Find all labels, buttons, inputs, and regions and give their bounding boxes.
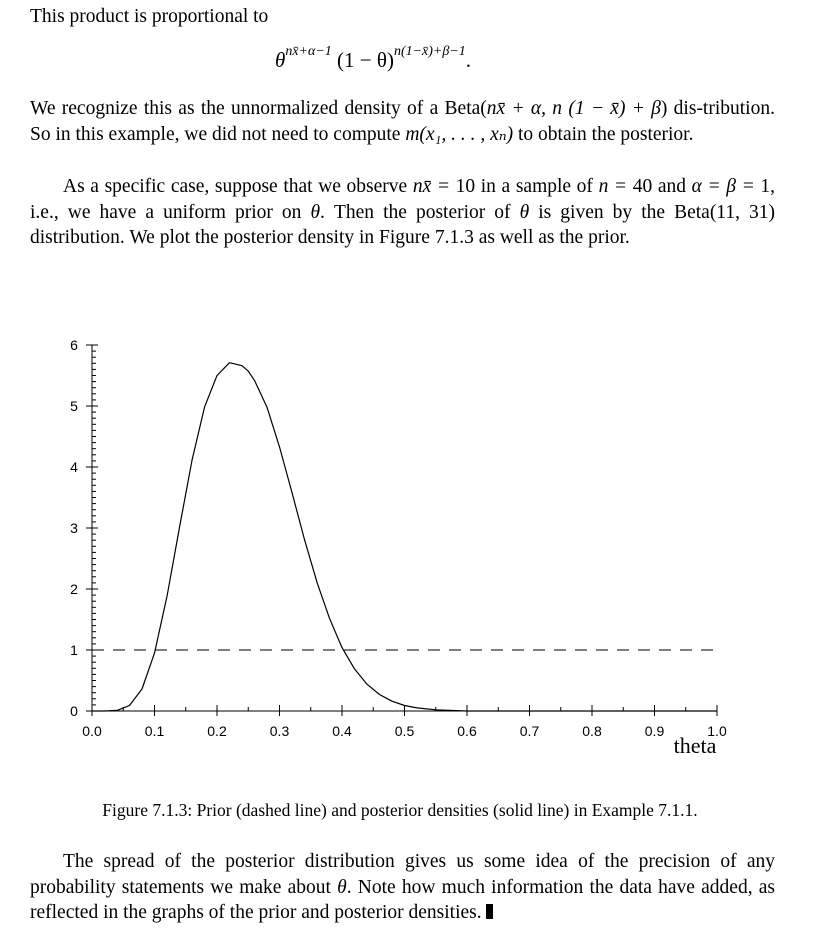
para1-text-c: to obtain the posterior. [513,123,694,145]
para3-text-b: . Note how much information the data have added, as reflected in the graphs of the prior and posterior densities. [30,876,775,923]
para3-math-theta: θ [337,876,347,898]
posterior-density-curve [92,363,717,711]
para2-text-b: 10 in a sample of [455,176,599,197]
para2-math-theta-2: θ [519,201,530,223]
para1-text-b: ) dis-tribution. So in this example, we did not need to compute [30,98,775,145]
y-tick-label: 6 [70,337,78,353]
x-tick-label: 0.7 [519,723,540,739]
para1-text-a: We recognize this as the unnormalized density of a Beta( [30,98,487,119]
eq-theta: θ [275,48,286,72]
x-tick-label: 0.2 [207,723,227,739]
proportional-equation [275,44,471,73]
y-tick-label: 5 [70,398,78,414]
y-tick-label: 1 [70,642,78,658]
qed-mark [486,904,493,919]
x-tick-label: 0.6 [457,723,477,739]
x-tick-label: 0.4 [332,723,352,739]
y-tick-label: 2 [70,581,78,597]
y-tick-label: 3 [70,520,78,536]
para1-math-beta-params: nx̄ + α, n (1 − x̄) + β [486,98,661,119]
density-plot [0,300,822,770]
paragraph-spread [30,849,775,926]
intro-sentence: This product is proportional to [30,6,269,27]
x-axis-title: theta [673,733,717,758]
figure-caption: Figure 7.1.3: Prior (dashed line) and posterior densities (solid line) in Example 7.1.1. [102,799,698,820]
y-tick-label: 4 [70,459,78,475]
eq-one-minus-theta: (1 − θ) [337,48,394,72]
para2-text-d: 1, i.e., we have a uniform prior on [30,176,776,223]
x-tick-label: 0.9 [644,723,665,739]
para2-text-e: . Then the posterior of [320,201,520,223]
eq-exponent-1: nx̄+α−1 [285,44,332,59]
x-tick-label: 0.3 [269,723,290,739]
paragraph-beta-distribution [30,96,775,147]
x-tick-label: 0.1 [144,723,165,739]
para3-text-a: The spread of the posterior distribution gives us some idea of the precision of any probability statements we make about [30,851,775,898]
para2-text-a: As a specific case, suppose that we observe [63,176,413,197]
para2-text-f: is given by the Beta(11, 31) distribution. We plot the posterior density in Figure 7.1.3 as well as the prior. [30,201,775,248]
para2-math-alpha-beta: α = β = [691,176,761,197]
para2-math-n: n = [598,176,633,197]
para2-math-nxbar: nx̄ = [412,176,456,197]
eq-exponent-2: n(1−x̄)+β−1 [393,44,466,59]
y-tick-label: 0 [70,703,78,719]
x-tick-label: 0.5 [394,723,415,739]
paragraph-specific-case [30,174,775,251]
para2-text-c: 40 and [632,176,692,197]
para2-math-theta-1: θ [310,201,321,223]
x-tick-label: 0.0 [82,723,102,739]
para1-math-marginal: m(x₁, . . . , xₙ) [405,123,514,145]
x-tick-label: 0.8 [582,723,602,739]
x-tick-label: 1.0 [707,723,727,739]
eq-period: . [465,48,472,72]
